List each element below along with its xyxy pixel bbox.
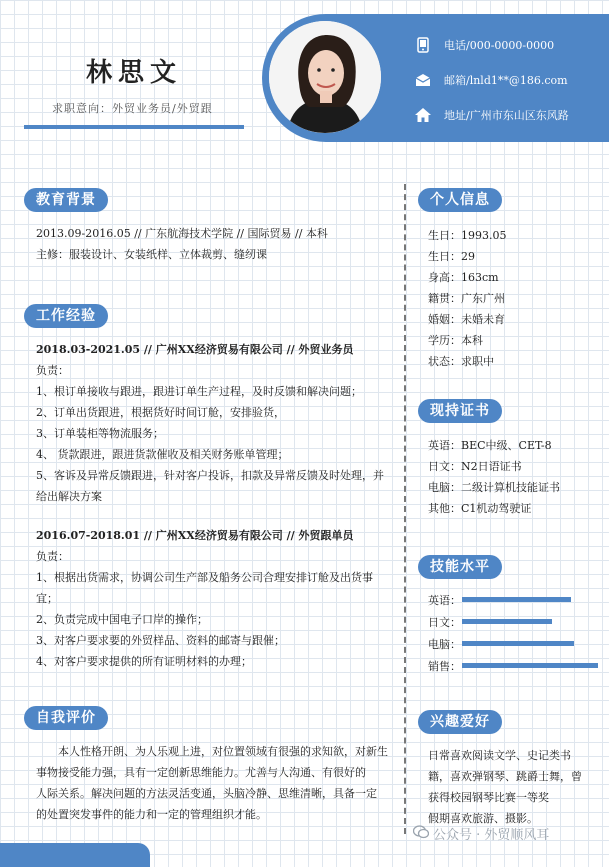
phone-icon bbox=[414, 36, 432, 54]
job2-duty-item: 2、负责完成中国电子口岸的操作； bbox=[36, 613, 208, 626]
hobby-line: 假期喜欢旅游、摄影。 bbox=[428, 812, 538, 825]
phone-text: 电话/000-0000-0000 bbox=[444, 39, 555, 52]
section-title-self: 自我评价 bbox=[24, 706, 108, 730]
self-eval-line: 事物接受能力强，具有一定创新思维能力。尤善与人沟通、有很好的 bbox=[36, 766, 366, 779]
job1-duty-item: 给出解决方案 bbox=[36, 490, 102, 503]
watermark bbox=[413, 824, 549, 843]
section-title-work: 工作经验 bbox=[24, 304, 108, 328]
personal-item: 生日：29 bbox=[428, 250, 475, 263]
cert-item: 其他：C1机动驾驶证 bbox=[428, 502, 532, 515]
personal-item: 籍贯：广东广州 bbox=[428, 292, 505, 305]
skill-label: 电脑： bbox=[428, 638, 461, 651]
section-title-personal: 个人信息 bbox=[418, 188, 502, 212]
job1-header: 2018.03-2021.05 // 广州XX经济贸易有限公司 // 外贸业务员 bbox=[36, 343, 354, 356]
personal-item: 身高：163cm bbox=[428, 271, 499, 284]
name-underline bbox=[24, 125, 244, 129]
job1-duty-label: 负责： bbox=[36, 364, 69, 377]
cert-item: 电脑：二级计算机技能证书 bbox=[428, 481, 560, 494]
wechat-icon bbox=[413, 825, 429, 843]
self-eval-line: 人际关系。解决问题的方法灵活变通，头脑冷静、思维清晰，具备一定 bbox=[36, 787, 377, 800]
skill-label: 销售： bbox=[428, 660, 461, 673]
job2-duty-item: 宜； bbox=[36, 592, 58, 605]
skill-label: 英语： bbox=[428, 594, 461, 607]
section-title-skills: 技能水平 bbox=[418, 555, 502, 579]
column-divider bbox=[404, 184, 406, 834]
home-icon bbox=[414, 106, 432, 124]
job1-duty-item: 2、订单出货跟进，根据货好时间订舱，安排验货， bbox=[36, 406, 285, 419]
skill-bar-computer bbox=[462, 641, 574, 646]
job-intent: 求职意向：外贸业务员/外贸跟 bbox=[52, 102, 213, 115]
section-title-education: 教育背景 bbox=[24, 188, 108, 212]
footer-accent bbox=[0, 843, 150, 867]
avatar bbox=[266, 18, 384, 136]
education-line: 2013.09-2016.05 // 广东航海技术学院 // 国际贸易 // 本科 bbox=[36, 227, 328, 240]
job1-duty-item: 3、订单装柜等物流服务； bbox=[36, 427, 164, 440]
contact-email bbox=[414, 71, 568, 89]
mail-icon bbox=[414, 71, 432, 89]
personal-item: 生日：1993.05 bbox=[428, 229, 507, 242]
skill-label: 日文： bbox=[428, 616, 461, 629]
job2-duty-label: 负责： bbox=[36, 550, 69, 563]
candidate-name: 林思文 bbox=[85, 58, 182, 88]
job1-duty-item: 5、客诉及异常反馈跟进，针对客户投诉，扣款及异常反馈及时处理，并 bbox=[36, 469, 384, 482]
watermark-text: 公众号 · 外贸顺风耳 bbox=[433, 828, 550, 843]
personal-item: 婚姻：未婚未育 bbox=[428, 313, 505, 326]
hobby-line: 籍，喜欢弹钢琴、跳爵士舞，曾 bbox=[428, 770, 582, 783]
address-text: 地址/广州市东山区东风路 bbox=[444, 109, 569, 122]
self-eval-line: 本人性格开朗、为人乐观上进，对位置领域有很强的求知欲，对新生 bbox=[58, 745, 388, 758]
cert-item: 英语：BEC中级、CET-8 bbox=[428, 439, 552, 452]
email-text: 邮箱/lnld1**@186.com bbox=[444, 74, 568, 87]
job1-duty-item: 4、 货款跟进，跟进货款催收及相关财务账单管理； bbox=[36, 448, 289, 461]
job2-duty-item: 3、对客户要求要的外贸样品、资料的邮寄与跟催； bbox=[36, 634, 285, 647]
skill-bar-japanese bbox=[462, 619, 552, 624]
contact-phone bbox=[414, 36, 554, 54]
job1-duty-item: 1、根订单接收与跟进，跟进订单生产过程，及时反馈和解决问题； bbox=[36, 385, 362, 398]
education-major: 主修：服装设计、女装纸样、立体裁剪、缝纫课 bbox=[36, 248, 267, 261]
self-eval-line: 的处置突发事件的能力和一定的管理组织才能。 bbox=[36, 808, 267, 821]
personal-item: 状态：求职中 bbox=[428, 355, 494, 368]
cert-item: 日文：N2日语证书 bbox=[428, 460, 522, 473]
job2-duty-item: 1、根据出货需求，协调公司生产部及船务公司合理安排订舱及出货事 bbox=[36, 571, 373, 584]
job2-duty-item: 4、对客户要求提供的所有证明材料的办理； bbox=[36, 655, 252, 668]
section-title-hobbies: 兴趣爱好 bbox=[418, 710, 502, 734]
contact-address bbox=[414, 106, 569, 124]
hobby-line: 日常喜欢阅读文学、史记类书 bbox=[428, 749, 571, 762]
skill-bar-english bbox=[462, 597, 571, 602]
hobby-line: 获得校园钢琴比赛一等奖 bbox=[428, 791, 549, 804]
job2-header: 2016.07-2018.01 // 广州XX经济贸易有限公司 // 外贸跟单员 bbox=[36, 529, 354, 542]
portrait-photo bbox=[269, 21, 381, 133]
skill-bar-sales bbox=[462, 663, 598, 668]
personal-item: 学历：本科 bbox=[428, 334, 483, 347]
section-title-certs: 现持证书 bbox=[418, 399, 502, 423]
